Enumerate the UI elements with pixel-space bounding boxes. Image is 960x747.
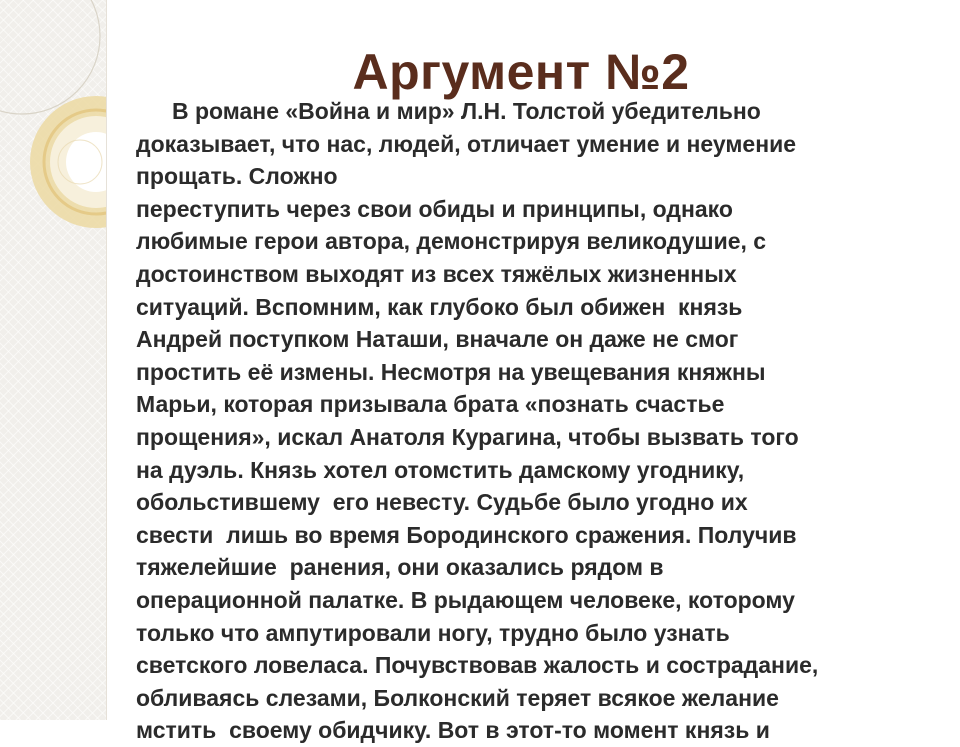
text-line: мстить своему обидчику. Вот в этот-то момент князь и — [136, 717, 770, 744]
text-line: операционной палатке. В рыдающем человеке, которому — [136, 586, 795, 613]
text-line: обольстившему его невесту. Судьбе было угодно их — [136, 489, 748, 516]
text-line: тяжелейшие ранения, они оказались рядом в — [136, 554, 664, 581]
text-line: простить её измены. Несмотря на увещевания княжны — [136, 358, 766, 385]
text-line: свести лишь во время Бородинского сражения. Получив — [136, 521, 797, 548]
text-line: на дуэль. Князь хотел отомстить дамскому угоднику, — [136, 456, 745, 483]
text-line: достоинством выходят из всех тяжёлых жизненных — [136, 260, 737, 287]
text-line: доказывает, что нас, людей, отличает умение и неумение — [136, 130, 797, 157]
text-line: Андрей поступком Наташи, вначале он даже не смог — [136, 326, 739, 353]
text-line: прощать. Сложно — [136, 163, 338, 190]
slide-title: Аргумент №2 — [352, 44, 690, 100]
text-line: ситуаций. Вспомним, как глубоко был обижен князь — [136, 293, 743, 320]
argument-text — [136, 95, 936, 747]
thin-ring-top — [0, 0, 100, 114]
decorative-side-panel — [0, 0, 107, 720]
text-line: обливаясь слезами, Болконский теряет всякое желание — [136, 684, 779, 711]
text-line: светского ловеласа. Почувствовав жалость и сострадание, — [136, 652, 819, 679]
text-line: В романе «Война и мир» Л.Н. Толстой убедительно — [172, 98, 761, 124]
text-line: только что ампутировали ногу, трудно было узнать — [136, 619, 730, 646]
text-line: переступить через свои обиды и принципы, однако — [136, 195, 733, 222]
text-line: прощения», искал Анатоля Курагина, чтобы вызвать того — [136, 423, 799, 450]
text-line: любимые герои автора, демонстрируя великодушие, с — [136, 228, 767, 255]
decorative-rings — [0, 0, 106, 720]
text-line: Марьи, которая призывала брата «познать счастье — [136, 391, 725, 418]
